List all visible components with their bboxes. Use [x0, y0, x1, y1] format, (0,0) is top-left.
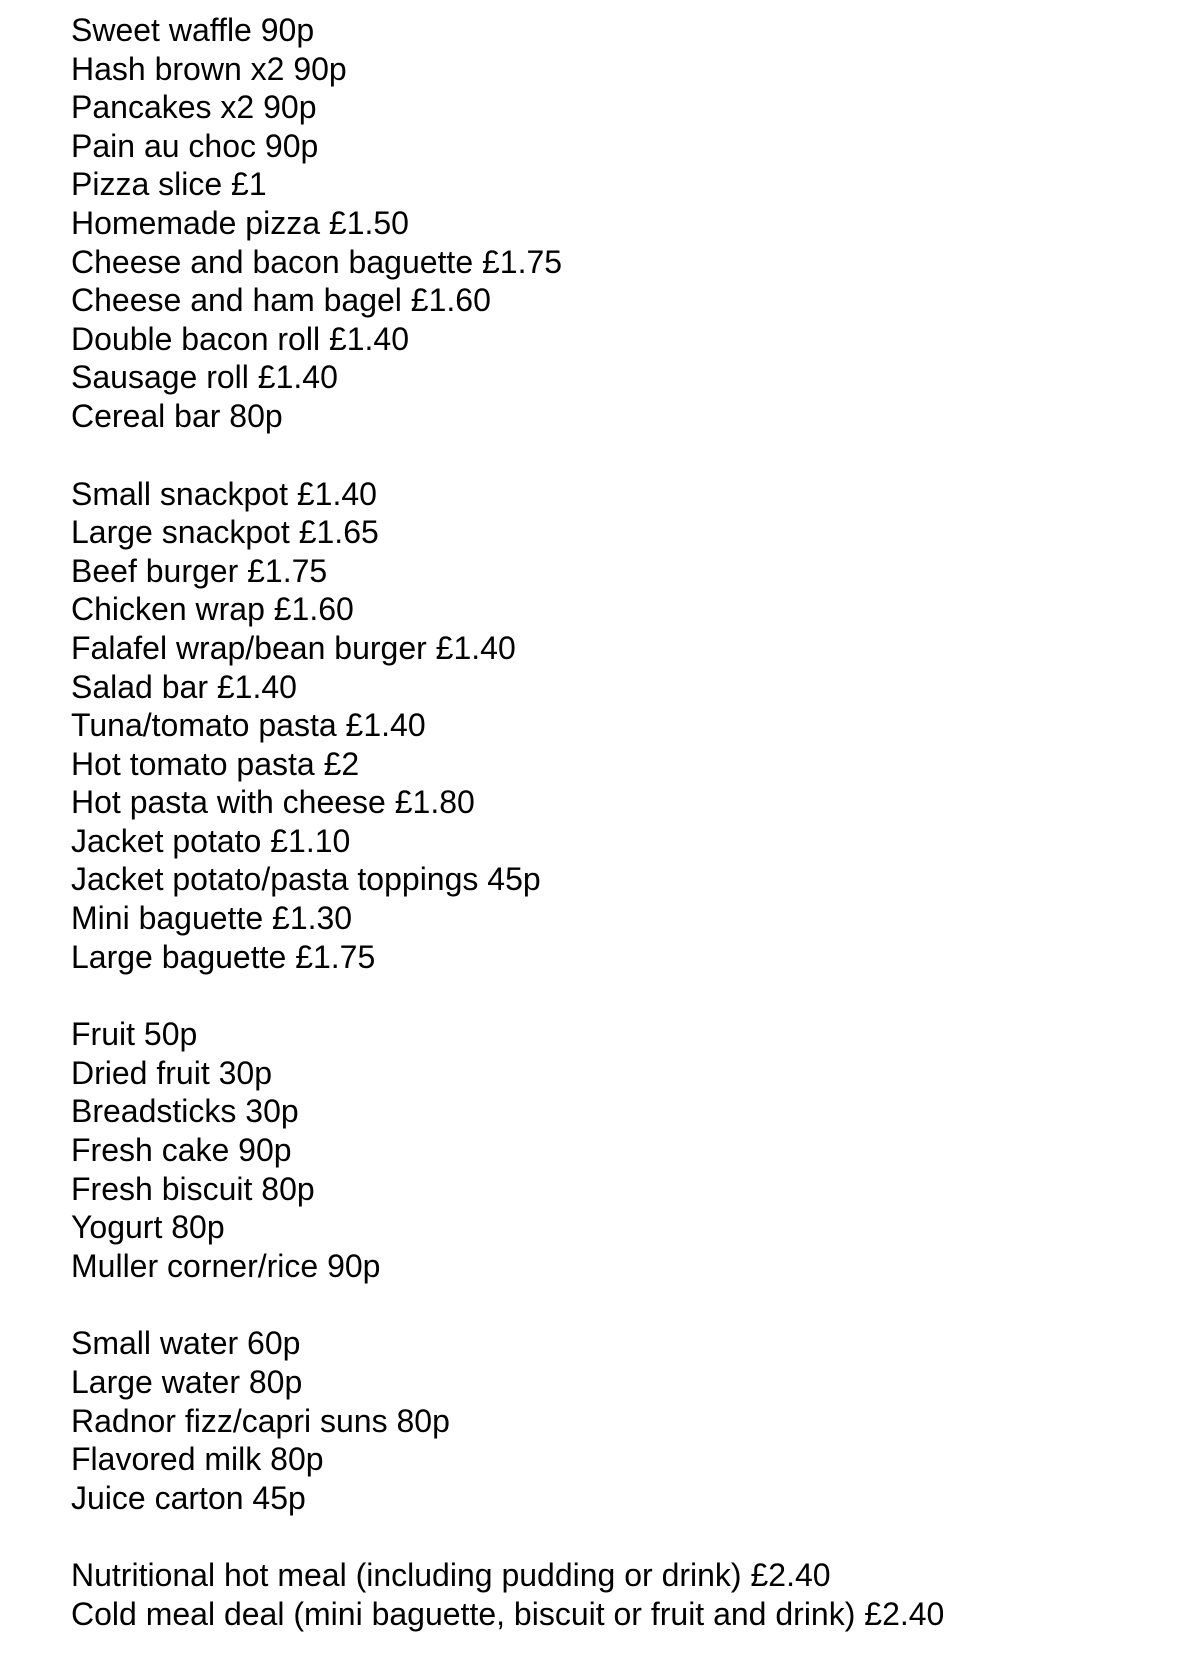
menu-item: Fruit 50p [71, 1016, 198, 1053]
menu-item: Small snackpot £1.40 [71, 475, 377, 512]
menu-item: Hot pasta with cheese £1.80 [71, 784, 475, 821]
menu-item: Large water 80p [71, 1364, 303, 1400]
menu-item: Pizza slice £1 [71, 166, 267, 203]
menu-group-snacks [71, 1015, 1151, 1285]
menu-item: Beef burger £1.75 [71, 552, 328, 589]
menu-item: Falafel wrap/bean burger £1.40 [71, 629, 516, 666]
menu-item: Dried fruit 30p [71, 1054, 272, 1091]
menu-item: Mini baguette £1.30 [71, 900, 353, 937]
menu-item: Salad bar £1.40 [71, 668, 297, 705]
menu-item: Flavored milk 80p [71, 1441, 324, 1478]
menu-group-mains [71, 475, 1151, 977]
menu-item: Sausage roll £1.40 [71, 359, 338, 396]
menu-item: Jacket potato £1.10 [71, 822, 351, 859]
menu-item: Hot tomato pasta £2 [71, 745, 360, 782]
menu-price-list [71, 11, 1151, 1634]
menu-item: Fresh cake 90p [71, 1132, 292, 1169]
menu-group-meal-deals [71, 1556, 1151, 1633]
menu-item: Nutritional hot meal (including pudding or drink) £2.40 [71, 1557, 831, 1594]
menu-item: Chicken wrap £1.60 [71, 591, 354, 628]
menu-item: Homemade pizza £1.50 [71, 204, 409, 241]
menu-group-breakfast-bakery [71, 11, 1151, 436]
menu-item: Muller corner/rice 90p [71, 1247, 381, 1284]
menu-item: Radnor fizz/capri suns 80p [71, 1402, 450, 1439]
menu-item: Large snackpot £1.65 [71, 514, 379, 551]
menu-item: Tuna/tomato pasta £1.40 [71, 707, 426, 744]
menu-item: Small water 60p [71, 1325, 301, 1362]
menu-item: Sweet waffle 90p [71, 12, 315, 48]
menu-item: Hash brown x2 90p [71, 50, 347, 87]
menu-item: Yogurt 80p [71, 1209, 225, 1246]
menu-item: Cereal bar 80p [71, 397, 283, 434]
menu-item: Cheese and ham bagel £1.60 [71, 282, 491, 319]
menu-item: Pain au choc 90p [71, 127, 319, 164]
menu-item: Double bacon roll £1.40 [71, 320, 410, 357]
menu-item: Pancakes x2 90p [71, 89, 317, 126]
menu-item: Large baguette £1.75 [71, 938, 376, 975]
menu-item: Cold meal deal (mini baguette, biscuit or fruit and drink) £2.40 [71, 1595, 945, 1632]
menu-item: Breadsticks 30p [71, 1093, 299, 1130]
menu-item: Juice carton 45p [71, 1479, 306, 1516]
menu-item: Jacket potato/pasta toppings 45p [71, 861, 541, 898]
menu-group-drinks [71, 1324, 1151, 1517]
menu-item: Cheese and bacon baguette £1.75 [71, 243, 563, 280]
menu-item: Fresh biscuit 80p [71, 1170, 315, 1207]
